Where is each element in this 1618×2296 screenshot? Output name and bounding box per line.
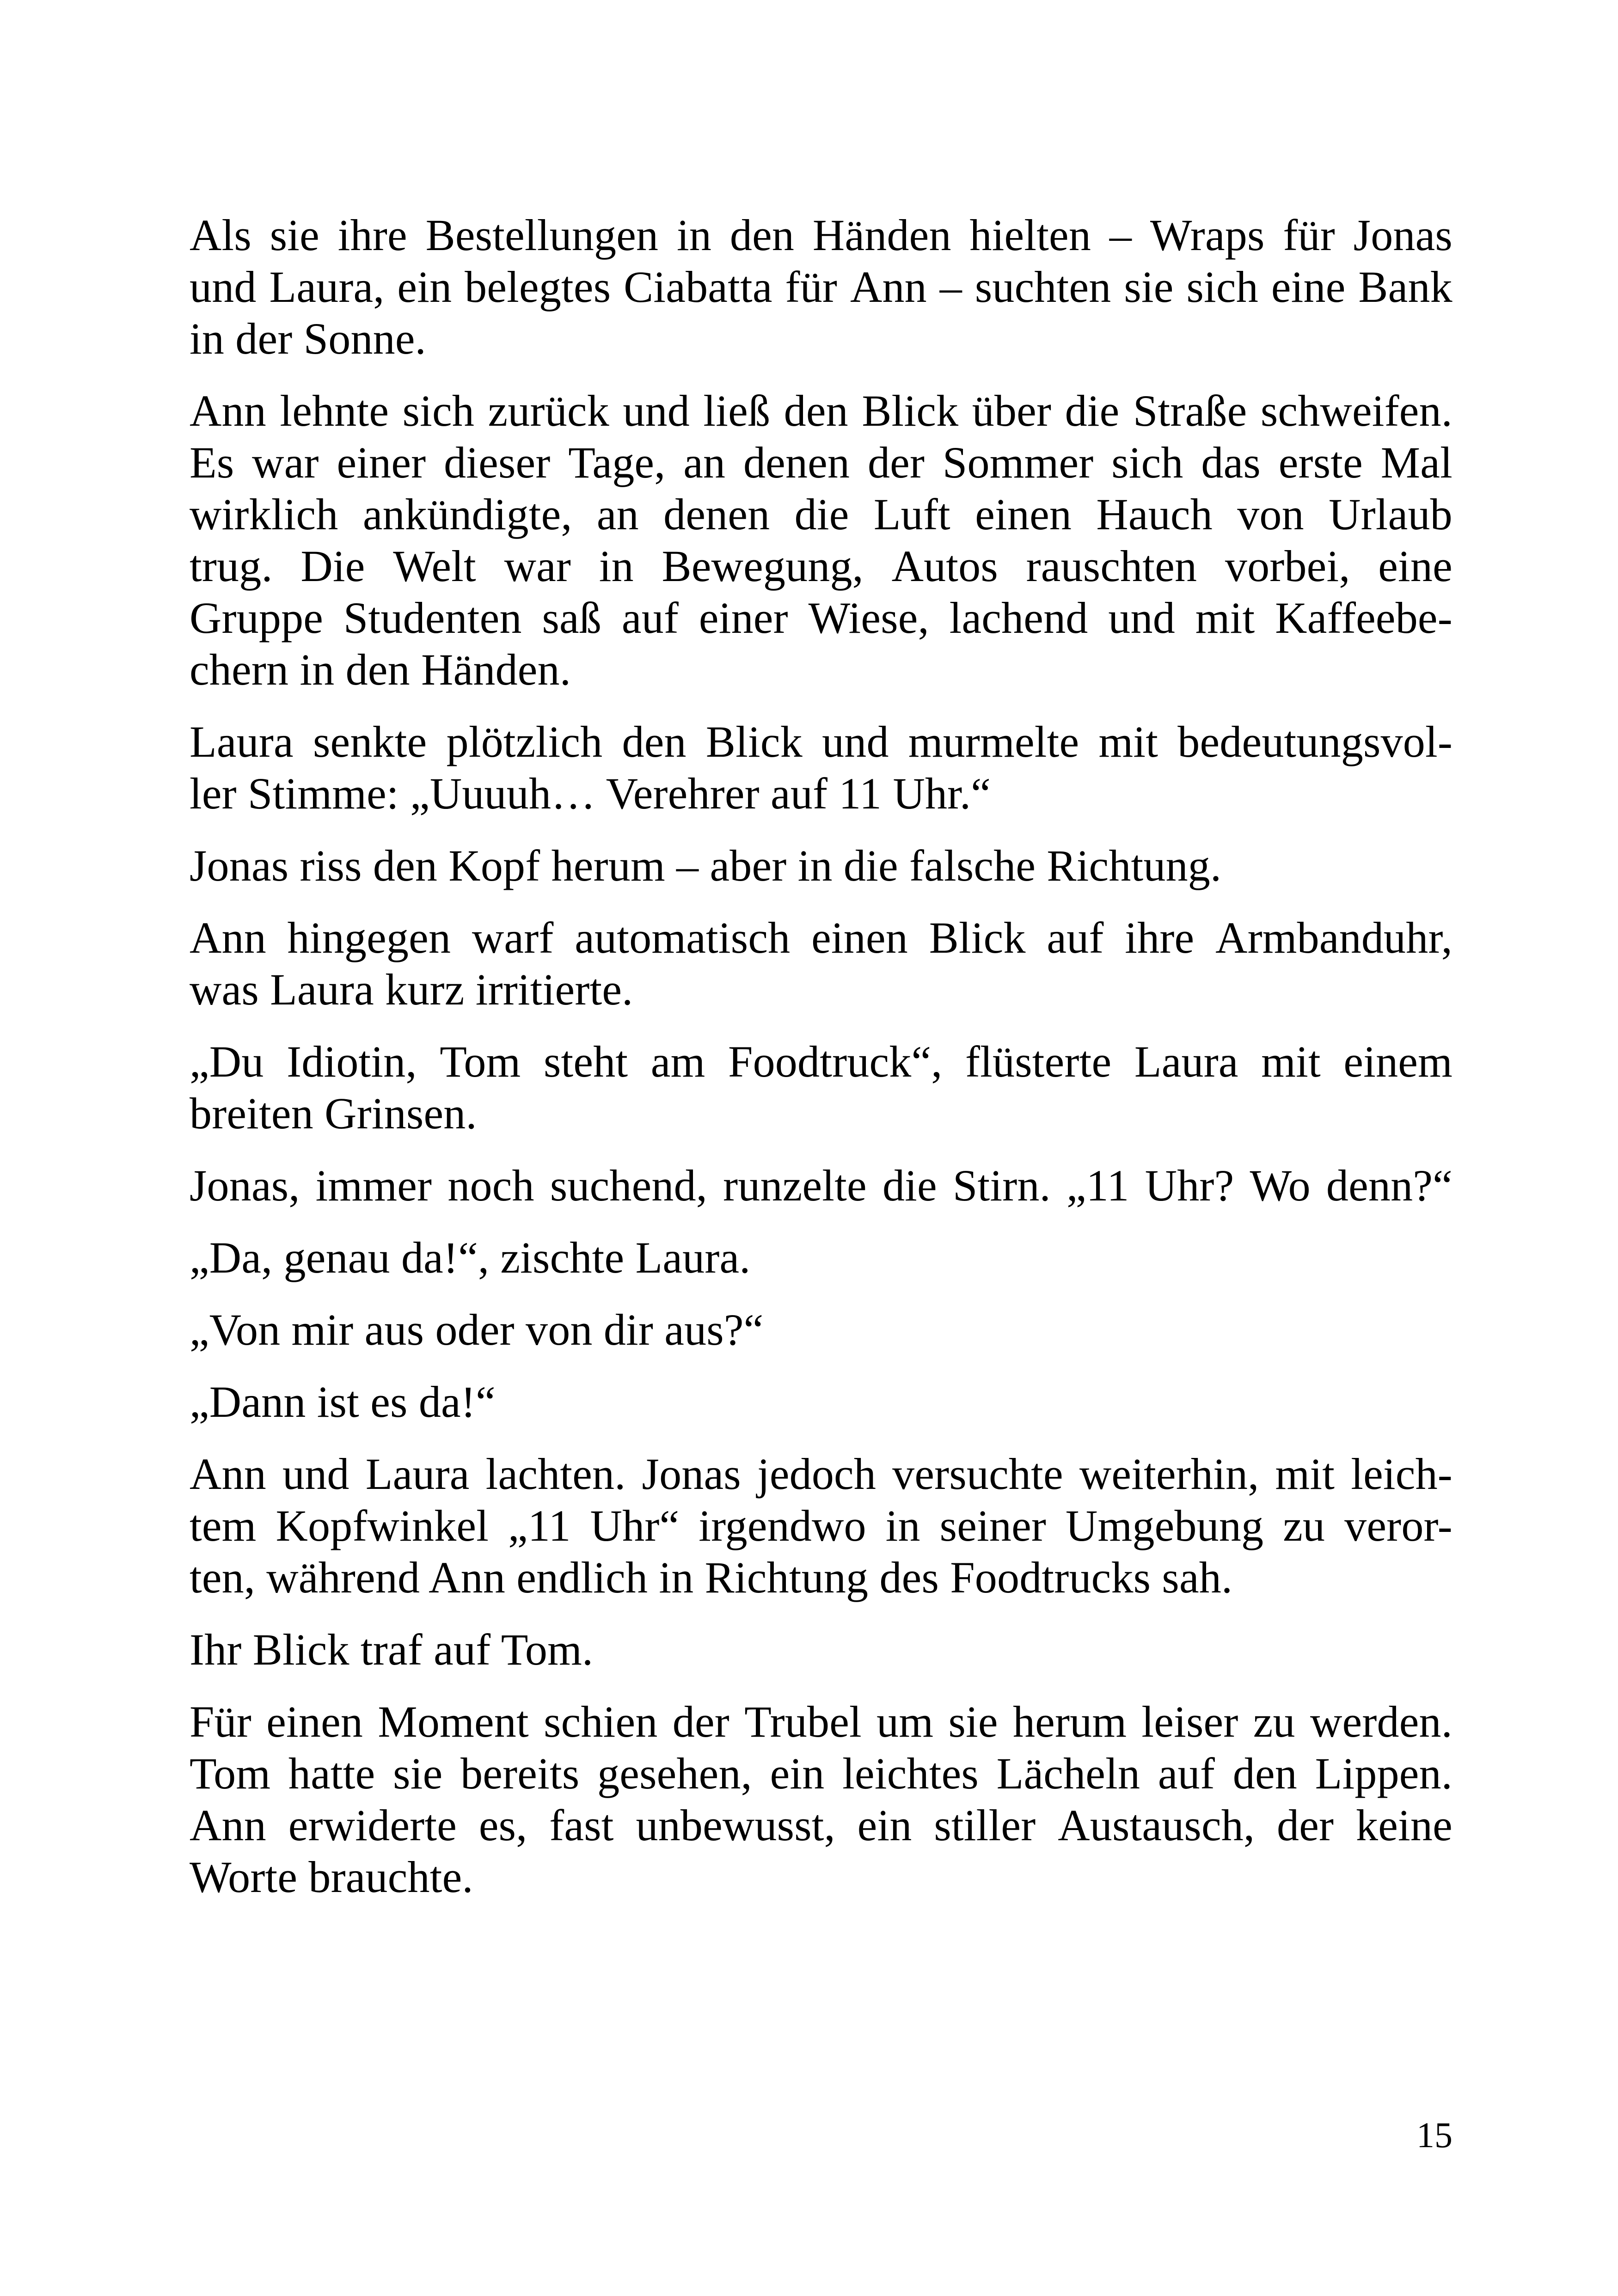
word: rauschten [1026,541,1197,591]
word: Kopfwinkel [276,1501,489,1550]
word: flüsterte [965,1037,1112,1086]
word: denn?“ [1326,1161,1453,1210]
word: belegtes [465,262,611,312]
word: Urlaub [1329,490,1453,539]
word: sich [402,386,475,435]
word: – [1109,210,1132,260]
word: Als [190,210,251,260]
word: steht [543,1037,628,1086]
word: einem [1343,1037,1453,1086]
text-line [190,716,1453,768]
word: murmelte [908,717,1079,766]
word: schien [544,1697,658,1746]
word: Armbanduhr, [1215,913,1453,962]
word: das [1201,438,1261,487]
word: Wraps [1150,210,1265,260]
word: Mal [1380,438,1453,487]
word: für [785,262,838,312]
word: Straße [1133,386,1247,435]
word: Umgebung [1066,1501,1264,1550]
word: mit [1261,1037,1321,1086]
text-line [190,1036,1453,1088]
word: ihre [1125,913,1195,962]
word: Ann [190,386,266,435]
word: wirklich [190,490,338,539]
word: Sommer [942,438,1094,487]
word: immer [315,1161,432,1210]
word: zurück [488,386,609,435]
paragraph [190,716,1453,820]
word: Bestellungen [425,210,659,260]
word: in [885,1501,920,1550]
word: in [677,210,712,260]
word: am [650,1037,705,1086]
word: den [1232,1749,1297,1798]
word: auf [1047,913,1104,962]
word: war [252,438,319,487]
word: „11 [508,1501,571,1550]
word: hielten [969,210,1091,260]
text-line [190,1448,1453,1500]
word: vorbei, [1225,541,1350,591]
word: sich [1186,262,1258,312]
word: einen [811,913,908,962]
word: Lippen. [1315,1749,1453,1798]
word: keine [1356,1800,1453,1850]
word: die [1065,386,1120,435]
word: es, [478,1800,527,1850]
word: zu [1283,1501,1325,1550]
word: für [1283,210,1335,260]
word: saß [542,593,602,643]
word: an [683,438,726,487]
word: Tom [440,1037,521,1086]
word: und [1108,593,1175,643]
word: ihre [337,210,407,260]
word: jedoch [757,1449,876,1499]
text-line: Ihr Blick traf auf Tom. [190,1625,594,1674]
word: ließ [703,386,771,435]
word: erste [1278,438,1363,487]
text-line: Jonas riss den Kopf herum – aber in die falsche Richtung. [190,841,1222,890]
word: ein [397,262,452,312]
text-line [190,437,1453,489]
word: mit [1275,1449,1335,1499]
text-line [190,592,1453,644]
word: gesehen, [597,1749,752,1798]
word: den [784,386,848,435]
word: weiterhin, [1079,1449,1259,1499]
paragraph [190,1376,1453,1428]
word: Lächeln [996,1749,1140,1798]
word: ein [857,1800,912,1850]
word: Tage, [568,438,666,487]
word: werden. [1310,1697,1453,1746]
text-line [190,912,1453,964]
word: Wo [1250,1161,1311,1210]
word: veror- [1344,1501,1453,1550]
word: Idiotin, [287,1037,417,1086]
word: war [504,541,571,591]
word: „Du [190,1037,264,1086]
word: suchend, [550,1161,708,1210]
word: Bewegung, [662,541,864,591]
word: Blick [929,913,1026,962]
paragraph [190,1160,1453,1212]
word: einen [975,490,1072,539]
word: Gruppe [190,593,324,643]
word: Blick [705,717,803,766]
paragraph [190,840,1453,892]
word: trug. [190,541,273,591]
word: Wiese, [808,593,929,643]
text-line [190,1500,1453,1552]
word: schweifen. [1260,386,1453,435]
word: Ann [190,1449,266,1499]
text-line: Worte brauchte. [190,1852,473,1902]
word: Jonas [642,1449,741,1499]
word: warf [472,913,554,962]
word: hatte [288,1749,375,1798]
word: denen [743,438,850,487]
word: die [794,490,849,539]
paragraph [190,1448,1453,1604]
word: mit [1098,717,1158,766]
paragraph [190,209,1453,365]
word: unbewusst, [636,1800,835,1850]
word: lachten. [485,1449,626,1499]
word: Es [190,438,234,487]
paragraph [190,1624,1453,1676]
text-line [190,209,1453,261]
word: und [190,262,257,312]
word: runzelte [723,1161,867,1210]
word: – [939,262,962,312]
text-line [190,1160,1453,1212]
text-line [190,540,1453,592]
word: auf [621,593,679,643]
text-block [190,209,1453,1903]
word: Laura, [269,262,385,312]
text-line [190,1800,1453,1851]
word: Für [190,1697,251,1746]
text-line: chern in den Händen. [190,645,571,694]
word: Laura [365,1449,470,1499]
text-line [190,261,1453,313]
text-line [190,1748,1453,1800]
paragraph [190,1304,1453,1356]
word: bedeutungsvol- [1177,717,1453,766]
paragraph [190,912,1453,1016]
word: lachend [949,593,1088,643]
word: erwiderte [288,1800,457,1850]
word: sie [393,1749,443,1798]
word: der [867,438,925,487]
word: Stirn. [952,1161,1051,1210]
word: leich- [1351,1449,1453,1499]
word: Uhr“ [590,1501,680,1550]
word: sich [1111,438,1183,487]
word: tem [190,1501,257,1550]
word: eine [1378,541,1453,591]
paragraph [190,385,1453,696]
word: leichtes [842,1749,979,1798]
word: Laura [1134,1037,1238,1086]
word: eine [1271,262,1346,312]
word: automatisch [575,913,791,962]
text-line [190,385,1453,437]
word: Kaffeebe- [1275,593,1453,643]
word: sie [270,210,319,260]
word: Die [300,541,365,591]
word: irgendwo [699,1501,866,1550]
word: auf [1158,1749,1215,1798]
word: den [729,210,795,260]
word: Tom [190,1749,271,1798]
text-line [190,489,1453,540]
word: denen [663,490,770,539]
paragraph [190,1232,1453,1284]
text-line: was Laura kurz irritierte. [190,965,633,1014]
word: ein [770,1749,825,1798]
word: mit [1195,593,1255,643]
word: Austausch, [1058,1800,1255,1850]
paragraph [190,1036,1453,1139]
word: der [672,1697,729,1746]
word: Blick [862,386,959,435]
word: Jonas, [190,1161,300,1210]
word: Laura [190,717,294,766]
text-line: „Dann ist es da!“ [190,1377,496,1427]
word: Autos [891,541,998,591]
word: sie [1124,262,1174,312]
word: plötzlich [446,717,603,766]
text-line: „Da, genau da!“, zischte Laura. [190,1233,751,1282]
word: leiser [1141,1697,1238,1746]
word: bereits [460,1749,580,1798]
word: Trubel [744,1697,862,1746]
word: den [622,717,686,766]
word: und [282,1449,349,1499]
word: die [882,1161,937,1210]
word: Welt [393,541,476,591]
word: Hauch [1096,490,1213,539]
text-line: ler Stimme: „Uuuuh… Verehrer auf 11 Uhr.“ [190,769,991,818]
word: Uhr? [1145,1161,1234,1210]
word: hingegen [287,913,451,962]
word: Bank [1358,262,1453,312]
word: über [972,386,1052,435]
word: der [1277,1800,1334,1850]
word: „11 [1066,1161,1129,1210]
word: einen [266,1697,363,1746]
word: von [1237,490,1304,539]
word: Foodtruck“, [728,1037,943,1086]
word: Ann [190,913,266,962]
word: seiner [939,1501,1047,1550]
text-line: breiten Grinsen. [190,1089,477,1138]
word: Ann [850,262,927,312]
word: Jonas [1353,210,1453,260]
word: Händen [812,210,951,260]
word: noch [447,1161,534,1210]
word: einer [699,593,788,643]
word: Luft [873,490,950,539]
text-line: in der Sonne. [190,314,426,363]
word: ankündigte, [362,490,572,539]
text-line [190,1696,1453,1748]
word: suchten [974,262,1111,312]
text-line: ten, während Ann endlich in Richtung des Foodtrucks sah. [190,1553,1233,1602]
word: stiller [934,1800,1036,1850]
word: senkte [313,717,427,766]
word: Moment [378,1697,529,1746]
word: zu [1253,1697,1295,1746]
word: um [876,1697,934,1746]
word: lehnte [280,386,389,435]
word: sie [948,1697,998,1746]
paragraph [190,1696,1453,1903]
word: und [623,386,690,435]
page-number: 15 [1416,2115,1453,2155]
word: dieser [444,438,551,487]
word: Studenten [343,593,522,643]
word: einer [337,438,426,487]
word: und [822,717,889,766]
word: herum [1012,1697,1127,1746]
word: an [596,490,639,539]
text-line: „Von mir aus oder von dir aus?“ [190,1305,764,1354]
word: Ciabatta [624,262,772,312]
word: versuchte [892,1449,1063,1499]
word: fast [549,1800,614,1850]
word: Ann [190,1800,266,1850]
word: in [599,541,634,591]
